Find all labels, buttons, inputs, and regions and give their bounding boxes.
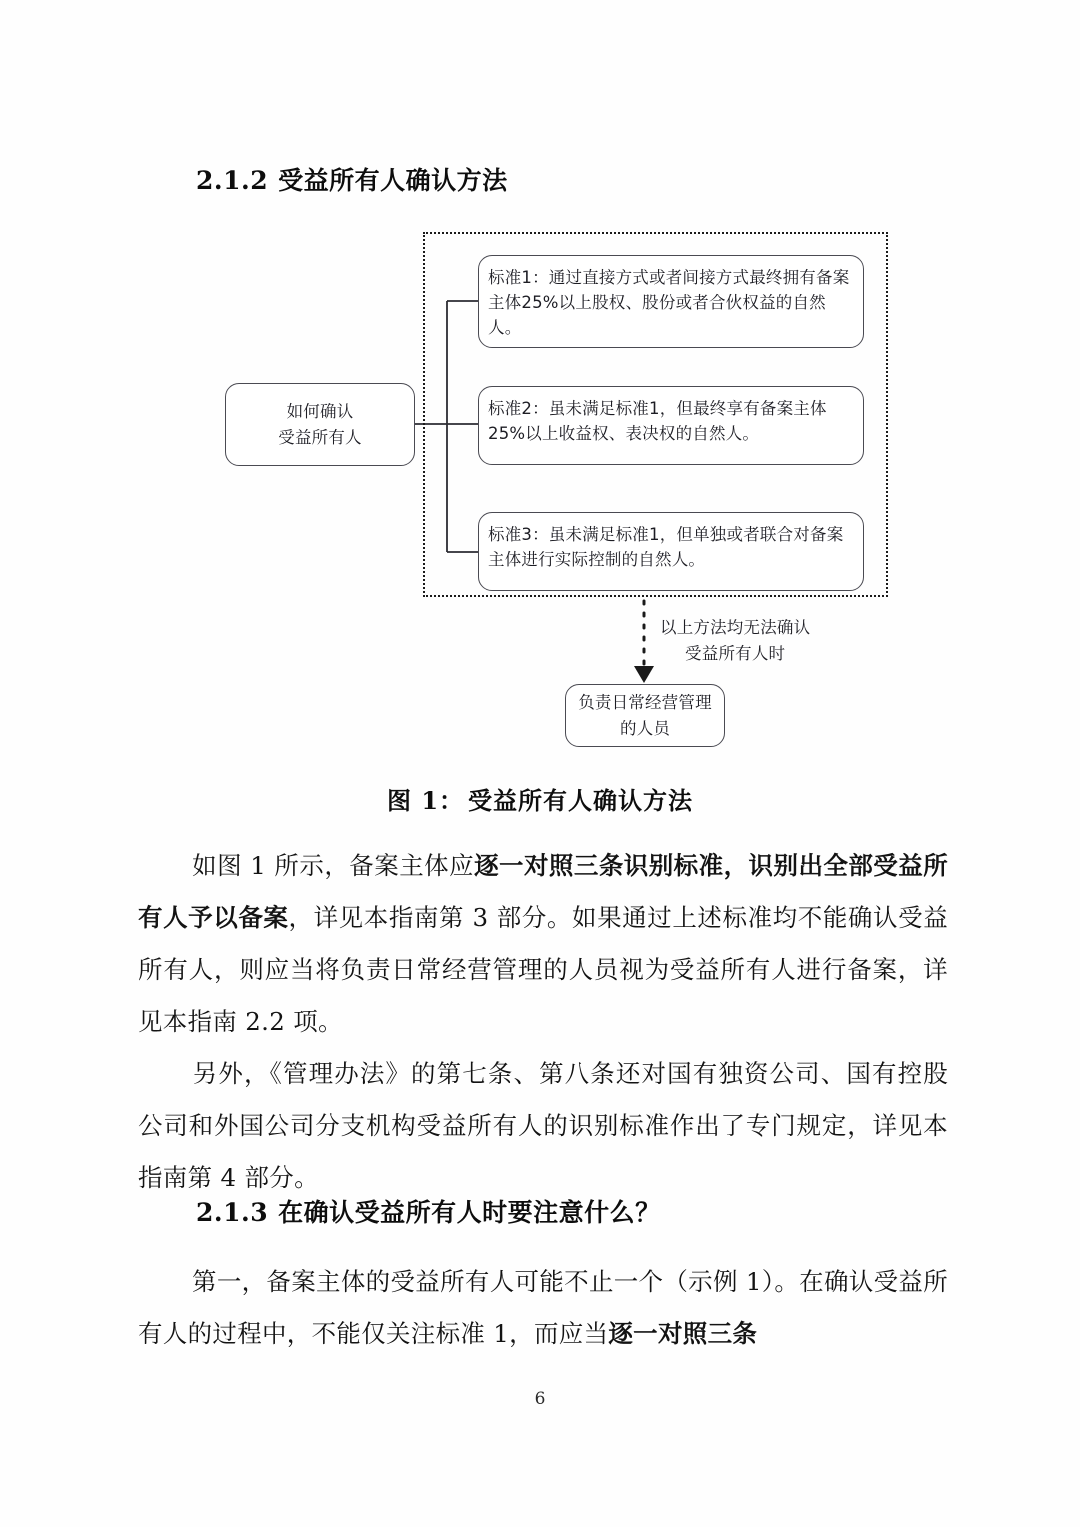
paragraph-2 bbox=[138, 1048, 948, 1204]
arrow-label-line-2: 受益所有人时 bbox=[685, 643, 786, 663]
diagram-node-criterion-1: 标准1：通过直接方式或者间接方式最终拥有备案主体25%以上股权、股份或者合伙权益的自然人。 bbox=[478, 255, 864, 348]
paragraph-2-text: 另外，《管理办法》的第七条、第八条还对国有独资公司、国有控股公司和外国公司分支机构受益所有人的识别标准作出了专门规定，详见本指南第 4 部分。 bbox=[138, 1059, 948, 1192]
paragraph-1-part-c: ，详见本指南第 3 部分。如果通过上述标准均不能确认受益所有人，则应当将负责日常经营管理的人员视为受益所有人进行备案，详见本指南 2.2 项。 bbox=[138, 903, 948, 1036]
heading-2-1-2-number: 2.1.2 bbox=[196, 166, 269, 195]
node-fallback-line-1: 负责日常经营管理 bbox=[578, 693, 712, 713]
node-root-line-2: 受益所有人 bbox=[278, 427, 362, 447]
figure-caption-label: 图 1： bbox=[386, 786, 465, 815]
heading-2-1-2-title: 受益所有人确认方法 bbox=[278, 166, 508, 195]
paragraph-3-part-a: 第一，备案主体的受益所有人可能不止一个（示例 1）。在确认受益所有人的过程中，不能仅关注标准 1，而应当 bbox=[138, 1267, 948, 1348]
node-fallback-line-2: 的人员 bbox=[619, 718, 671, 738]
node-root-line-1: 如何确认 bbox=[286, 402, 354, 422]
page-number: 6 bbox=[534, 1389, 546, 1409]
heading-2-1-3-title: 在确认受益所有人时要注意什么？ bbox=[278, 1198, 661, 1227]
figure-caption-text: 受益所有人确认方法 bbox=[468, 786, 694, 815]
paragraph-1-part-a: 如图 1 所示，备案主体应 bbox=[192, 851, 475, 880]
heading-2-1-3-number: 2.1.3 bbox=[196, 1198, 269, 1227]
paragraph-1 bbox=[138, 840, 948, 1048]
arrow-label-line-1: 以上方法均无法确认 bbox=[660, 618, 811, 637]
figure-caption bbox=[0, 781, 1080, 816]
heading-2-1-3 bbox=[196, 1193, 661, 1229]
paragraph-1-emphasis: 逐一对照三条识别标准，识别出全部受益所有人予以备案 bbox=[138, 851, 949, 932]
diagram-node-root bbox=[225, 383, 415, 466]
diagram-node-criterion-3: 标准3：虽未满足标准1，但单独或者联合对备案主体进行实际控制的自然人。 bbox=[478, 512, 864, 591]
diagram-node-criterion-2: 标准2：虽未满足标准1，但最终享有备案主体25%以上收益权、表决权的自然人。 bbox=[478, 386, 864, 465]
paragraph-3 bbox=[138, 1256, 948, 1360]
diagram-node-fallback bbox=[565, 684, 725, 747]
diagram-arrow-label bbox=[660, 615, 810, 666]
paragraph-3-emphasis: 逐一对照三条 bbox=[608, 1319, 758, 1348]
